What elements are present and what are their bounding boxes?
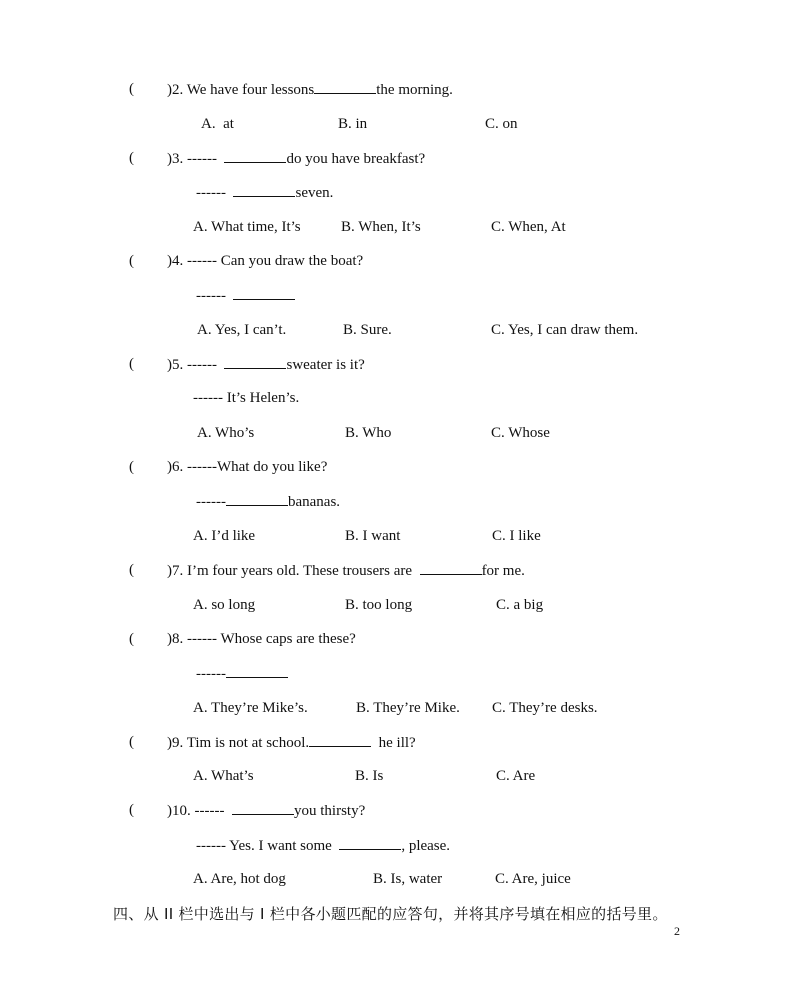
answer-blank[interactable] [233, 286, 295, 300]
question-stem: )9. Tim is not at school. he ill? [167, 735, 416, 751]
option-c: C. Yes, I can draw them. [491, 322, 639, 338]
option-b: B. in [338, 116, 368, 132]
option-b: B. When, It’s [341, 219, 421, 235]
option-c: C. When, At [491, 219, 566, 235]
option-a: A. so long [193, 597, 256, 613]
answer-blank[interactable] [314, 80, 376, 94]
answer-paren-open: ( [129, 562, 134, 578]
answer-blank[interactable] [226, 664, 288, 678]
answer-paren-open: ( [129, 802, 134, 818]
option-c: C. a big [496, 597, 544, 613]
option-c: C. I like [492, 528, 541, 544]
question-reply: ------ [196, 664, 288, 683]
question-stem: )10. ------ you thirsty? [167, 803, 366, 819]
question-stem: )3. ------ do you have breakfast? [167, 151, 426, 167]
question-reply: ------ bananas. [196, 494, 341, 510]
answer-blank[interactable] [309, 733, 371, 747]
answer-blank[interactable] [224, 355, 286, 369]
question-reply: ------ It’s Helen’s. [193, 390, 300, 406]
question-reply: ------ Yes. I want some , please. [196, 838, 451, 854]
question-reply: ------ seven. [196, 185, 334, 201]
option-c: C. Whose [491, 425, 550, 441]
page-number: 2 [674, 924, 680, 938]
option-a: A. at [201, 116, 234, 132]
option-b: B. They’re Mike. [356, 700, 460, 716]
option-c: C. They’re desks. [492, 700, 598, 716]
question-stem: )7. I’m four years old. These trousers are for me. [167, 563, 525, 579]
option-c: C. on [485, 116, 518, 132]
answer-paren-open: ( [129, 81, 134, 97]
answer-paren-open: ( [129, 631, 134, 647]
answer-paren-open: ( [129, 734, 134, 750]
option-b: B. Is, water [373, 871, 443, 887]
option-b: B. Is [355, 768, 384, 784]
option-a: A. I’d like [193, 528, 256, 544]
option-a: A. Who’s [197, 425, 255, 441]
option-a: A. They’re Mike’s. [193, 700, 308, 716]
question-reply: ------ [196, 286, 295, 305]
option-b: B. Sure. [343, 322, 392, 338]
option-b: B. Who [345, 425, 392, 441]
answer-blank[interactable] [339, 836, 401, 850]
answer-blank[interactable] [226, 492, 288, 506]
option-c: C. Are, juice [495, 871, 571, 887]
answer-blank[interactable] [232, 801, 294, 815]
question-stem: )4. ------ Can you draw the boat? [167, 253, 364, 269]
question-stem: )8. ------ Whose caps are these? [167, 631, 356, 647]
question-stem: )2. We have four lessons the morning. [167, 82, 453, 98]
option-a: A. What time, It’s [193, 219, 301, 235]
option-a: A. Are, hot dog [193, 871, 286, 887]
option-a: A. What’s [193, 768, 254, 784]
answer-blank[interactable] [233, 183, 295, 197]
section-heading: 四、从 II 栏中选出与 I 栏中各小题匹配的应答句，并将其序号填在相应的括号里。 [113, 905, 668, 923]
option-a: A. Yes, I can’t. [197, 322, 287, 338]
answer-blank[interactable] [224, 149, 286, 163]
question-stem: )5. ------ sweater is it? [167, 357, 365, 373]
option-c: C. Are [496, 768, 536, 784]
answer-paren-open: ( [129, 150, 134, 166]
answer-blank[interactable] [420, 561, 482, 575]
answer-paren-open: ( [129, 459, 134, 475]
answer-paren-open: ( [129, 253, 134, 269]
answer-paren-open: ( [129, 356, 134, 372]
option-b: B. I want [345, 528, 401, 544]
question-stem: )6. ------What do you like? [167, 459, 328, 475]
option-b: B. too long [345, 597, 413, 613]
